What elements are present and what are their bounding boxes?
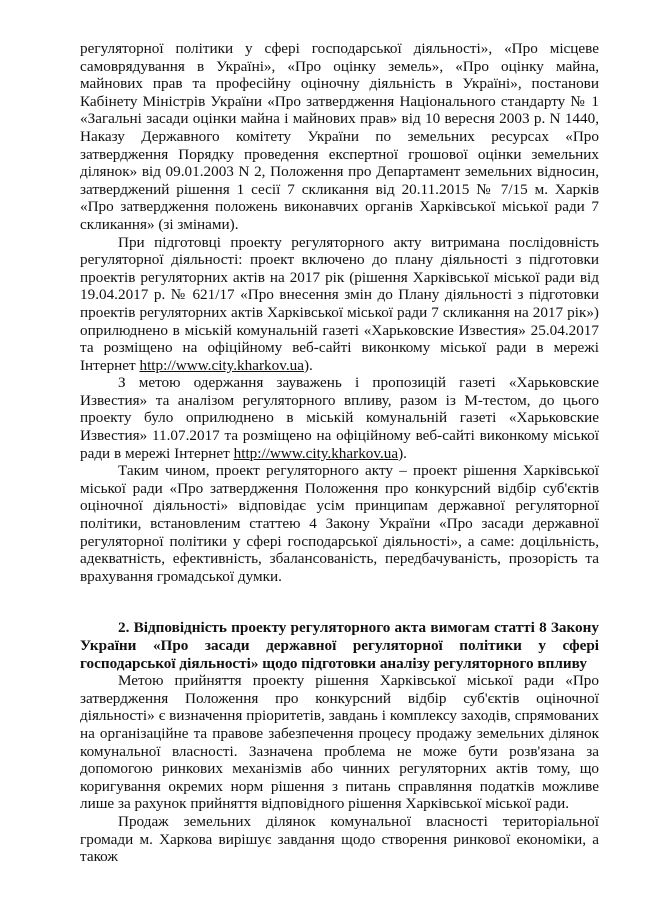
paragraph-legal-basis: регуляторної політики у сфері господарської діяльності», «Про місцеве самоврядування в Україні», «Про оцінку земель», «Про оцінку майна, майнових прав та професійну оціночну діяльність в Україні», постанови Кабінету Міністрів України «Про затвердження Національного стандарту № 1 «Загальні засади оцінки майна і майнових прав» від 10 вересня 2003 р. N 1440, Наказу Державного комітету України по земельних ресурсах «Про затвердження Порядку проведення експертної грошової оцінки земельних ділянок» від 09.01.2003 N 2, Положення про Департамент земельних відносин, затверджений рішення 1 сесії 7 скликання від 20.11.2015 № 7/15 м. Харків «Про затвердження положень виконавчих органів Харківської міської ради 7 скликання» (зі змінами). <box>80 40 599 233</box>
paragraph-publication-tail: ). <box>398 444 407 462</box>
section-heading: 2. Відповідність проекту регуляторного акта вимогам статті 8 Закону України «Про засади державної регуляторної політики у сфері господарської діяльності» щодо підготовки аналізу регуляторного впливу <box>80 619 599 672</box>
paragraph-purpose: Метою прийняття проекту рішення Харківської міської ради «Про затвердження Положення про конкурсний відбір суб'єктів оціночної діяльності» є визначення пріоритетів, завдань і комплексу заходів, спрямованих на організаційне та правове забезпечення процесу продажу земельних ділянок комунальної власності. Зазначена проблема не може бути розв'язана за допомогою ринкових механізмів або чинних регуляторних актів тому, що коригування окремих норм рішення з питань справляння податків можливе лише за рахунок прийняття відповідного рішення Харківської міської ради. <box>80 672 599 813</box>
city-website-link-2[interactable]: http://www.city.kharkov.ua <box>233 444 399 462</box>
paragraph-preparation <box>80 234 599 375</box>
paragraph-land-sale: Продаж земельних ділянок комунальної власності територіальної громади м. Харкова вирішує завдання щодо створення ринкової економіки, а також <box>80 812 599 866</box>
city-website-link[interactable]: http://www.city.kharkov.ua <box>139 356 304 374</box>
paragraph-conclusion: Таким чином, проект регуляторного акту – проект рішення Харківської міської ради «Про затвердження Положення про конкурсний відбір суб'єктів оціночної діяльності» відповідає усім принципам державної регуляторної політики, встановленим статтею 4 Закону України «Про засади державної регуляторної політики у сфері господарської діяльності», а саме: доцільність, адекватність, ефективність, збалансованість, передбачуваність, прозорість та врахування громадської думки. <box>80 462 599 585</box>
paragraph-preparation-text: При підготовці проекту регуляторного акту витримана послідовність регуляторної діяльності: проект включено до плану діяльності з підготовки проектів регуляторних актів на 2017 рік (рішення Харківської міської ради від 19.04.2017 р. № 621/17 «Про внесення змін до Плану діяльності з підготовки проектів регуляторних актів Харківської міської ради 7 скликання на 2017 рік») оприлюднено в міській комунальній газеті «Харьковские Известия» 25.04.2017 та розміщено на офіційному веб-сайті виконкому міської ради в мережі Інтернет <box>80 233 599 374</box>
paragraph-publication <box>80 374 599 462</box>
paragraph-publication-text: З метою одержання зауважень і пропозицій газеті «Харьковские Известия» та аналізом регуляторного впливу, разом із М-тестом, до цього проекту було оприлюднено в міській комунальній газеті «Харьковские Известия» 11.07.2017 та розміщено на офіційному веб-сайті виконкому міської ради в мережі Інтернет <box>80 374 599 462</box>
paragraph-preparation-tail: ). <box>303 356 313 374</box>
